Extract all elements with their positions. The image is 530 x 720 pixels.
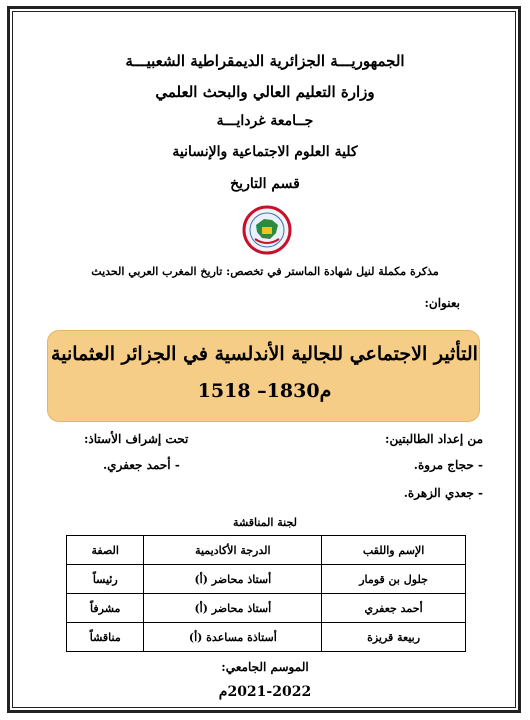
thesis-title-box [47, 330, 480, 422]
university-emblem-icon [242, 205, 292, 255]
member-rank: أستاذ محاضر (أ) [144, 594, 322, 623]
thesis-description: مذكرة مكملة لنيل شهادة الماستر في تخصص: تاريخ المغرب العربي الحديث [91, 265, 439, 278]
table-row [67, 594, 466, 623]
member-role: مشرفاً [67, 594, 144, 623]
academic-year-value: 2021-2022م [218, 684, 312, 700]
member-role: رئيساً [67, 565, 144, 594]
university-heading: جــامعة غردايـــة [216, 113, 314, 129]
header-role: الصفة [67, 536, 144, 565]
student-name-1: - حجاج مروة. [413, 458, 483, 472]
title-label: بعنوان: [424, 296, 460, 310]
supervisor-name: - أحمد جعفري. [103, 458, 180, 472]
students-label: من إعداد الطالبتين: [385, 432, 483, 446]
header-rank: الدرجة الأكاديمية [144, 536, 322, 565]
republic-heading: الجمهوريـــة الجزائرية الديمقراطية الشعبيـــة [125, 52, 405, 70]
committee-table [66, 535, 466, 652]
faculty-heading: كلية العلوم الاجتماعية والإنسانية [172, 144, 358, 160]
thesis-years: 1518 –1830م [197, 380, 332, 402]
table-row [67, 623, 466, 652]
member-name: أحمد جعفري [322, 594, 466, 623]
member-rank: أستاذة مساعدة (أ) [144, 623, 322, 652]
member-role: مناقشاً [67, 623, 144, 652]
header-name: الإسم واللقب [322, 536, 466, 565]
member-name: جلول بن قومار [322, 565, 466, 594]
academic-year-label: الموسم الجامعي: [221, 660, 309, 674]
thesis-title: التأثير الاجتماعي للجالية الأندلسية في الجزائر العثمانية [51, 343, 478, 365]
student-name-2: - جعدي الزهرة. [403, 486, 483, 500]
committee-header-row [67, 536, 466, 565]
member-name: ربيعة قريزة [322, 623, 466, 652]
ministry-heading: وزارة التعليم العالي والبحث العلمي [155, 83, 375, 101]
member-rank: أستاذ محاضر (أ) [144, 565, 322, 594]
table-row [67, 565, 466, 594]
department-heading: قسم التاريخ [230, 176, 300, 192]
committee-title: لجنة المناقشة [233, 516, 297, 529]
supervisor-label: تحت إشراف الأستاذ: [84, 432, 189, 446]
